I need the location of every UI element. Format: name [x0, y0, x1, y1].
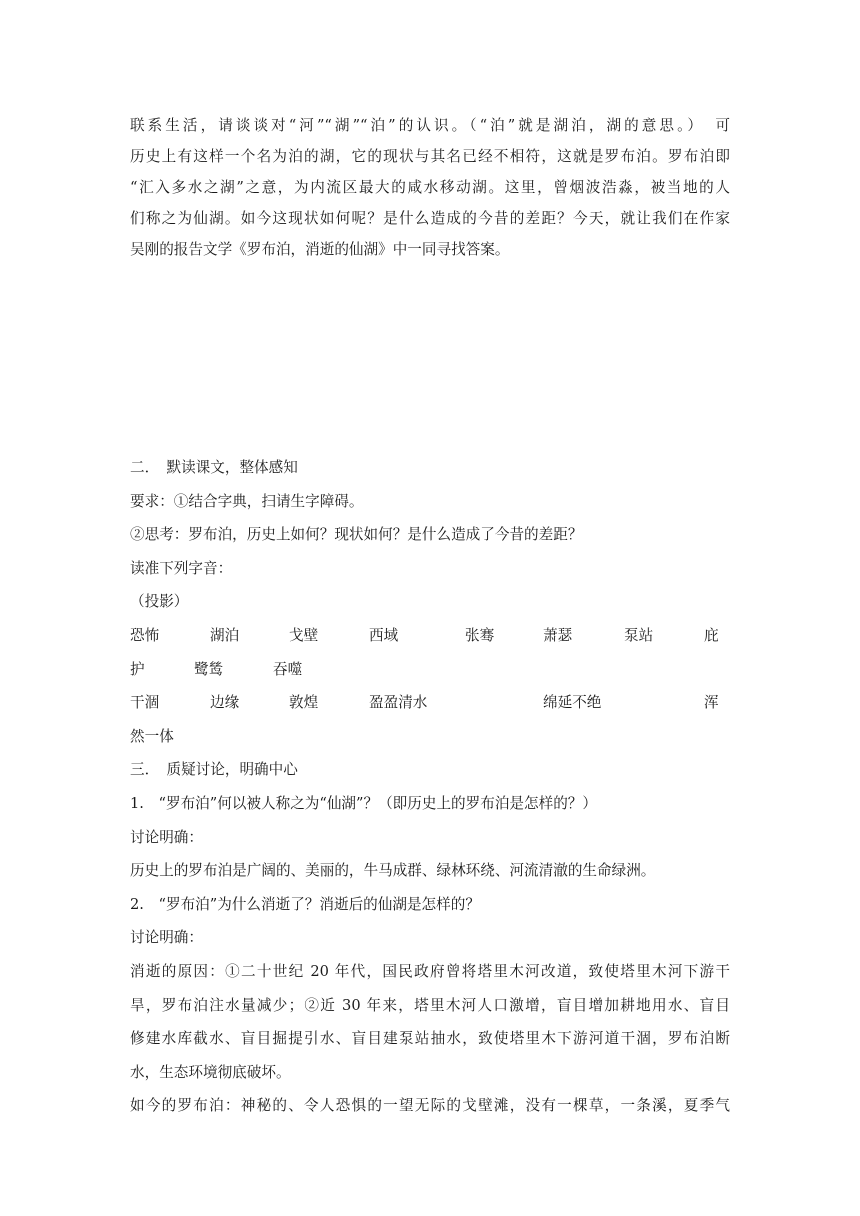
intro-line: 历史上有这样一个名为泊的湖，它的现状与其名已经不相符，这就是罗布泊。罗布泊即 — [130, 148, 730, 165]
vocab-word: 边缘 — [210, 694, 240, 712]
answer-2-line: 修建水库截水、盲目掘提引水、盲目建泵站抽水，致使塔里木下游河道干涸，罗布泊断 — [130, 1030, 730, 1048]
vocab-word: 湖泊 — [210, 626, 240, 644]
vocab-row — [130, 619, 730, 653]
vocab-word: 萧瑟 — [543, 626, 573, 644]
vocab-word: 绵延不绝 — [543, 694, 602, 712]
vocab-row — [130, 653, 730, 687]
intro-line: 们称之为仙湖。如今这现状如何呢？是什么造成的今昔的差距？今天，就让我们在作家 — [130, 210, 730, 227]
vocab-word: 吞噬 — [273, 660, 303, 678]
question-1: 1. “罗布泊”何以被人称之为“仙湖”？（即历史上的罗布泊是怎样的？） — [130, 794, 597, 812]
lesson-body — [130, 451, 730, 1123]
vocab-word: 浑 — [704, 694, 719, 712]
vocab-word: 戈壁 — [289, 626, 319, 644]
answer-2-line: 水，生态环境彻底破坏。 — [130, 1063, 291, 1081]
intro-line: 联系生活，请谈谈对“河”“湖”“泊”的认识。（“泊”就是湖泊，湖的意思。） 可 — [130, 117, 730, 134]
vocab-word: 敦煌 — [289, 694, 319, 712]
question-2: 2. “罗布泊”为什么消逝了？消逝后的仙湖是怎样的？ — [130, 895, 480, 913]
requirement-1: 要求：①结合字典，扫请生字障碍。 — [130, 492, 364, 510]
vocab-word: 干涸 — [130, 694, 160, 712]
discussion-label: 讨论明确： — [130, 929, 203, 947]
vocab-word: 恐怖 — [130, 626, 160, 644]
vocab-word: 庇 — [704, 626, 719, 644]
vocab-word: 张骞 — [465, 626, 495, 644]
section-heading-3: 三． 质疑讨论，明确中心 — [130, 761, 298, 779]
answer-2-line: 旱，罗布泊注水量减少；②近 30 年来，塔里木河人口激增，盲目增加耕地用水、盲目 — [130, 996, 730, 1014]
vocab-word: 盈盈清水 — [369, 694, 428, 712]
intro-line: “汇入多水之湖”之意，为内流区最大的咸水移动湖。这里，曾烟波浩淼，被当地的人 — [130, 179, 730, 196]
vocab-word: 护 — [130, 660, 145, 678]
intro-paragraph — [130, 110, 730, 265]
vocab-word: 泵站 — [624, 626, 654, 644]
present-day-description: 如今的罗布泊：神秘的、令人恐惧的一望无际的戈壁滩，没有一棵草，一条溪，夏季气 — [130, 1097, 730, 1115]
vocab-row — [130, 686, 730, 720]
answer-1: 历史上的罗布泊是广阔的、美丽的，牛马成群、绿林环绕、河流清澈的生命绿洲。 — [130, 862, 656, 880]
vocab-row: 然一体 — [130, 727, 174, 745]
intro-line: 吴刚的报告文学《罗布泊，消逝的仙湖》中一同寻找答案。 — [130, 241, 510, 258]
answer-2-line: 消逝的原因：①二十世纪 20 年代，国民政府曾将塔里木河改道，致使塔里木河下游干 — [130, 962, 730, 980]
vocab-word: 鹭鸶 — [194, 660, 224, 678]
requirement-2: ②思考：罗布泊，历史上如何？现状如何？是什么造成了今昔的差距？ — [130, 526, 583, 544]
vocab-word: 西域 — [369, 626, 399, 644]
discussion-label: 讨论明确： — [130, 828, 203, 846]
section-heading-2: 二． 默读课文，整体感知 — [130, 459, 298, 476]
projection-note: （投影） — [130, 593, 189, 611]
pronunciation-label: 读准下列字音： — [130, 559, 233, 577]
